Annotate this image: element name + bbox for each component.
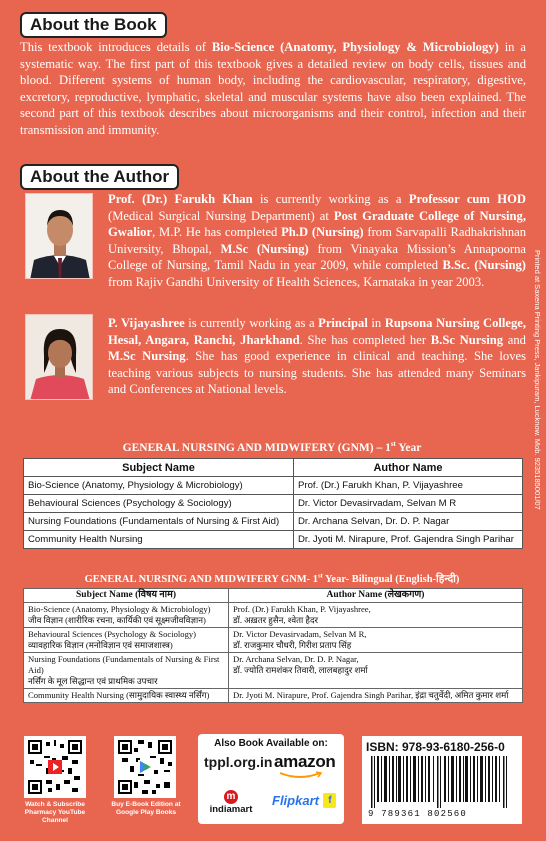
table1-title: GENERAL NURSING AND MIDWIFERY (GNM) – 1st Year xyxy=(122,440,422,454)
barcode-digits: 9 789361 802560 xyxy=(368,809,468,819)
table-row xyxy=(24,477,523,495)
isbn-number: ISBN: 978-93-6180-256-0 xyxy=(366,740,505,754)
subject-cell: Bio-Science (Anatomy, Physiology & Microbiology) जीव विज्ञान (शारीरिक रचना, कार्यिकी एवं सूक्ष्मजीवविज्ञान) xyxy=(24,603,229,628)
indiamart-logo[interactable]: m indiamart xyxy=(209,791,253,815)
table-row xyxy=(24,603,523,628)
subject-cell: Nursing Foundations (Fundamentals of Nursing & First Aid) xyxy=(24,513,294,531)
table-row xyxy=(24,513,523,531)
amazon-logo[interactable]: amazon xyxy=(274,752,336,772)
about-book-text: This textbook introduces details of Bio-Science (Anatomy, Physiology & Microbiology) in a systematic way. The first part of this textbook gives a detailed review on body cells, tissues and blood. Different systems of human body, including the cardiovascular, respiratory, digestive, excretory, reproductive, lymphatic, skeletal and muscular systems have also been explained. The second part of this textbook describes about microorganisms and their control, infection and their transmission and immunity. xyxy=(20,40,526,137)
google-play-qr-caption: Buy E-Book Edition at Google Play Books xyxy=(111,801,181,816)
tppl-site-link[interactable]: tppl.org.in xyxy=(204,754,273,770)
subject-cell: Behavioural Sciences (Psychology & Sociology) xyxy=(24,495,294,513)
table-row xyxy=(24,495,523,513)
author-cell: Dr. Victor Devasirvadam, Selvan M R xyxy=(294,495,523,513)
flipkart-logo[interactable]: Flipkart f xyxy=(272,792,336,810)
table-row xyxy=(24,628,523,653)
about-book-heading: About the Book xyxy=(20,12,167,38)
subject-cell: Behavioural Sciences (Psychology & Sociology) व्यावहारिक विज्ञान (मनोविज्ञान एवं समाजशास्त्र) xyxy=(24,628,229,653)
author2-bio: P. Vijayashree is currently working as a Principal in Rupsona Nursing College, Hesal, Angara, Ranchi, Jharkhand. She has completed her B.Sc Nursing and M.Sc Nursing. She has good experience in clinical and teaching. She loves teaching various subjects to nursing students. She has attended many Seminars and Conferences at National levels. xyxy=(108,316,526,396)
subject-column-header: Subject Name xyxy=(24,459,294,477)
subject-cell: Bio-Science (Anatomy, Physiology & Microbiology) xyxy=(24,477,294,495)
author-cell: Dr. Archana Selvan, Dr. D. P. Nagar xyxy=(294,513,523,531)
availability-box xyxy=(198,734,344,824)
subject-cell: Nursing Foundations (Fundamentals of Nursing & First Aid) नर्सिंग के मूल सिद्धान्त एवं प्राथमिक उपचार xyxy=(24,653,229,689)
author-column-header: Author Name xyxy=(294,459,523,477)
author-cell: Dr. Archana Selvan, Dr. D. P. Nagar, डॉ. ज्योति रामशंकर तिवारी, लालबहादुर शर्मा xyxy=(229,653,523,689)
author2-photo xyxy=(25,314,93,400)
printer-imprint: Printed at Saxena Printing Press, Jankipuram, Lucknow. Mob. 9235185001/07 xyxy=(533,250,542,510)
subject-column-header: Subject Name (विषय नाम) xyxy=(24,589,229,603)
gnm-bilingual-books-table xyxy=(23,588,523,703)
author-cell: Prof. (Dr.) Farukh Khan, P. Vijayashree xyxy=(294,477,523,495)
isbn-barcode xyxy=(367,756,517,808)
author1-bio: Prof. (Dr.) Farukh Khan is currently working as a Professor cum HOD (Medical Surgical Nursing Department) at Post Graduate College of Nursing, Gwalior, M.P. He has completed Ph.D (Nursing) from Sarvapalli Radhakrishnan University, Bhopal, M.Sc (Nursing) from Vinayaka Mission’s Annapoorna College of Nursing, Tamil Nadu in year 2009, while completed B.Sc. (Nursing) from Rajiv Gandhi University of Health Sciences, Karnataka in year 2003. xyxy=(108,192,527,289)
about-author-heading: About the Author xyxy=(20,164,179,190)
table-row xyxy=(24,653,523,689)
gnm-books-table xyxy=(23,458,523,549)
author-cell: Prof. (Dr.) Farukh Khan, P. Vijayashree, डॉ. अख़तर हुसैन, श्वेता हैदर xyxy=(229,603,523,628)
table-header-row xyxy=(24,589,523,603)
subject-cell: Community Health Nursing xyxy=(24,531,294,549)
author1-photo xyxy=(25,193,93,279)
youtube-qr-code[interactable] xyxy=(24,736,86,798)
table2-title: GENERAL NURSING AND MIDWIFERY GNM- 1st Year- Bilingual (English-हिन्दी) xyxy=(84,572,460,585)
subject-cell: Community Health Nursing (सामुदायिक स्वास्थ्य नर्सिंग) xyxy=(24,689,229,703)
table-header-row xyxy=(24,459,523,477)
table-row xyxy=(24,531,523,549)
isbn-barcode-box xyxy=(362,736,522,824)
author-cell: Dr. Victor Devasirvadam, Selvan M R, डॉ. राजकुमार चौधरी, गिरीश प्रताप सिंह xyxy=(229,628,523,653)
author-column-header: Author Name (लेखकगण) xyxy=(229,589,523,603)
indiamart-icon: m xyxy=(224,790,238,804)
author-cell: Dr. Jyoti M. Nirapure, Prof. Gajendra Singh Parihar xyxy=(294,531,523,549)
flipkart-bag-icon: f xyxy=(323,793,336,808)
youtube-qr-caption: Watch & Subscribe Pharmacy YouTube Channel xyxy=(24,801,86,824)
table-row xyxy=(24,689,523,703)
availability-title: Also Book Available on: xyxy=(214,738,328,749)
google-play-qr-code[interactable] xyxy=(114,736,176,798)
author-cell: Dr. Jyoti M. Nirapure, Prof. Gajendra Singh Parihar, इंद्रा चतुर्वेदी, अमित कुमार शर्मा xyxy=(229,689,523,703)
